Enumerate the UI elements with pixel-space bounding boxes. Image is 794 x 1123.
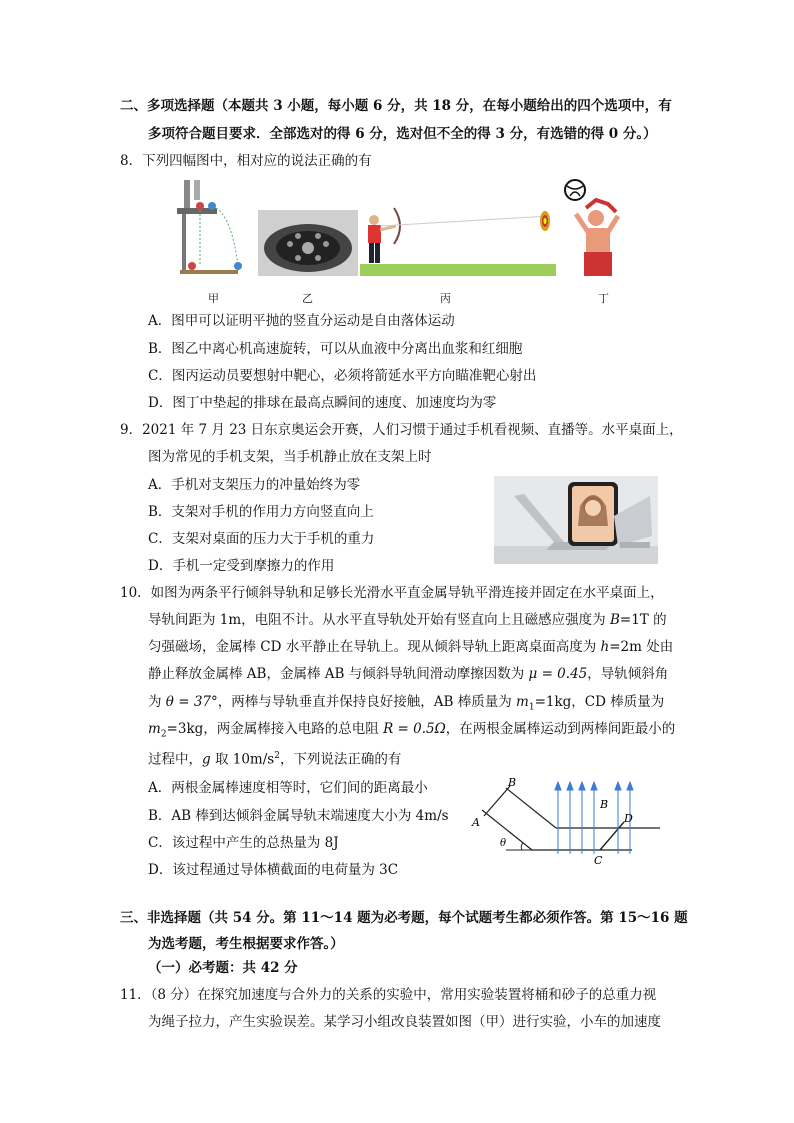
section3-heading-line1: 三、非选择题（共 54 分。第 11～14 题为必考题，每个试题考生都必须作答。第 15～16 题: [120, 910, 688, 926]
q10-option-d: D．该过程通过导体横截面的电荷量为 3C: [148, 862, 399, 878]
q9-stem-line1: 9．2021 年 7 月 23 日东京奥运会开赛，人们习惯于通过手机看视频、直播等。水平桌面上，: [120, 422, 683, 438]
fig-label-a: A: [472, 816, 480, 829]
q9-stem-line2: 图为常见的手机支架，当手机静止放在支架上时: [148, 449, 432, 465]
section3-heading-line2: 为选考题，考生根据要求作答。）: [148, 936, 344, 952]
centrifuge-photo: [258, 210, 358, 276]
fig-label-theta: θ: [500, 838, 507, 849]
q8-option-c: C．图丙运动员要想射中靶心，必须将箭延水平方向瞄准靶心射出: [148, 368, 537, 384]
rail-magnetic-field-figure: [466, 776, 666, 872]
phone-stand-photo: [494, 476, 658, 564]
q8-stem: 8．下列四幅图中，相对应的说法正确的有: [120, 153, 372, 169]
q10-stem-line1: 10．如图为两条平行倾斜导轨和足够长光滑水平直金属导轨平滑连接并固定在水平桌面上，: [120, 585, 664, 601]
q8-caption-bing: 丙: [440, 292, 451, 305]
q11-stem-line2: 为绳子拉力，产生实验误差。某学习小组改良装置如图（甲）进行实验，小车的加速度: [148, 1014, 661, 1030]
target-icon: [538, 210, 552, 232]
q9-option-d: D．手机一定受到摩擦力的作用: [148, 558, 335, 574]
fig-label-b-bar: B: [508, 776, 517, 789]
q8-option-d: D．图丁中垫起的排球在最高点瞬间的速度、加速度均为零: [148, 395, 497, 411]
q10-stem-line2: 导轨间距为 1m，电阻不计。从水平直导轨处开始有竖直向上且磁感应强度为 B=1T 的: [148, 612, 667, 628]
q10-option-a: A．两根金属棒速度相等时，它们间的距离最小: [148, 780, 428, 796]
section3-subheading: （一）必考题：共 42 分: [148, 960, 298, 976]
q8-caption-ding: 丁: [598, 292, 609, 305]
q9-option-c: C．支架对桌面的压力大于手机的重力: [148, 531, 375, 547]
section2-heading-line2: 多项符合题目要求．全部选对的得 6 分，选对但不全的得 3 分，有选错的得 0 分。）: [148, 126, 657, 142]
q10-stem-line7: 过程中，g 取 $10m/s^2$，下列说法正确的有: [148, 751, 402, 768]
fig-label-d: D: [624, 812, 633, 825]
q10-option-b: B．AB 棒到达倾斜金属导轨末端速度大小为 4m/s: [148, 808, 449, 824]
q9-option-a: A．手机对支架压力的冲量始终为零: [148, 477, 361, 493]
q9-option-b: B．支架对手机的作用力方向竖直向上: [148, 504, 374, 520]
section2-heading-line1: 二、多项选择题（本题共 3 小题，每小题 6 分，共 18 分，在每小题给出的四个选项中，有: [120, 98, 672, 114]
q10-stem-line5: 为 θ = 37°，两棒与导轨垂直并保持良好接触，AB 棒质量为 $m_1=1kg$，CD 棒质量为: [148, 694, 665, 713]
q8-caption-jia: 甲: [208, 292, 219, 305]
q10-stem-line4: 静止释放金属棒 AB，金属棒 AB 与倾斜导轨间滑动摩擦因数为 μ = 0.45，导轨倾斜角: [148, 666, 669, 682]
projectile-apparatus-figure: [172, 178, 252, 276]
q10-option-c: C．该过程中产生的总热量为 8J: [148, 835, 339, 851]
q10-stem-line3: 匀强磁场，金属棒 CD 水平静止在导轨上。现从倾斜导轨上距离桌面高度为 h=2m 处由: [148, 639, 674, 655]
q11-stem-line1: 11．（8 分）在探究加速度与合外力的关系的实验中，常用实验装置将桶和砂子的总重力视: [120, 987, 657, 1003]
volleyball-player-figure: [562, 178, 624, 278]
q8-caption-yi: 乙: [302, 292, 313, 305]
q8-option-b: B．图乙中离心机高速旋转，可以从血液中分离出血浆和红细胞: [148, 341, 523, 357]
q8-option-a: A．图甲可以证明平抛的竖直分运动是自由落体运动: [148, 313, 455, 329]
fig-label-b-field: B: [600, 798, 609, 811]
fig-label-c: C: [594, 854, 603, 867]
q10-stem-line6: $m_2=3kg$，两金属棒接入电路的总电阻 R = 0.5Ω，在两根金属棒运动到两棒间距最小的: [148, 721, 676, 740]
archer-figure: [360, 208, 556, 276]
